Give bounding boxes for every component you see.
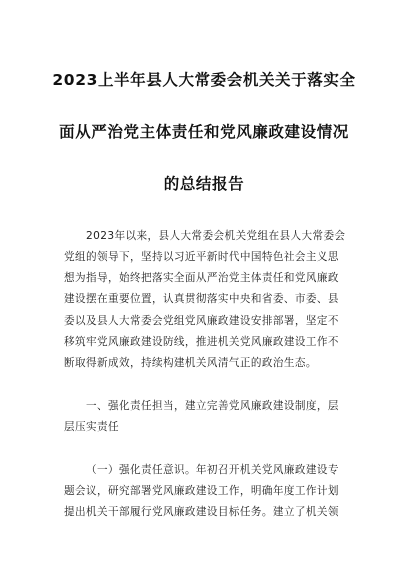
document-title-line-3: 的总结报告 (163, 175, 245, 193)
intro-line-2: 党组的领导下，坚持以习近平新时代中国特色社会主义思 (64, 251, 339, 263)
section-1-heading-line-1: 一、强化责任担当，建立完善党风廉政建设制度，层 (86, 400, 339, 412)
intro-line-7: 断取得新成效，持续构建机关风清气正的政治生态。 (64, 357, 317, 369)
document-title-line-2: 面从严治党主体责任和党风廉政建设情况 (59, 123, 349, 141)
intro-line-3: 想为指导，始终把落实全面从严治党主体责任和党风廉政 (64, 272, 339, 284)
intro-line-4: 建设摆在重要位置，认真贯彻落实中央和省委、市委、县 (64, 293, 339, 305)
intro-line-6: 移筑牢党风廉政建设防线，推进机关党风廉政建设工作不 (64, 336, 339, 348)
subsection-1-line-2: 题会议，研究部署党风廉政建设工作，明确年度工作计划 (64, 485, 339, 497)
subsection-1-line-3: 提出机关干部履行党风廉政建设目标任务。建立了机关领 (64, 506, 339, 518)
subsection-1-line-1: （一）强化责任意识。年初召开机关党风廉政建设专 (86, 464, 339, 476)
intro-line-5: 委以及县人大常委会党组党风廉政建设安排部署，坚定不 (64, 315, 339, 327)
section-1-heading-line-2: 层压实责任 (64, 421, 119, 433)
intro-line-1: 2023年以来，县人大常委会机关党组在县人大常委会 (86, 230, 346, 242)
document-title-line-1: 2023上半年县人大常委会机关关于落实全 (52, 71, 356, 89)
